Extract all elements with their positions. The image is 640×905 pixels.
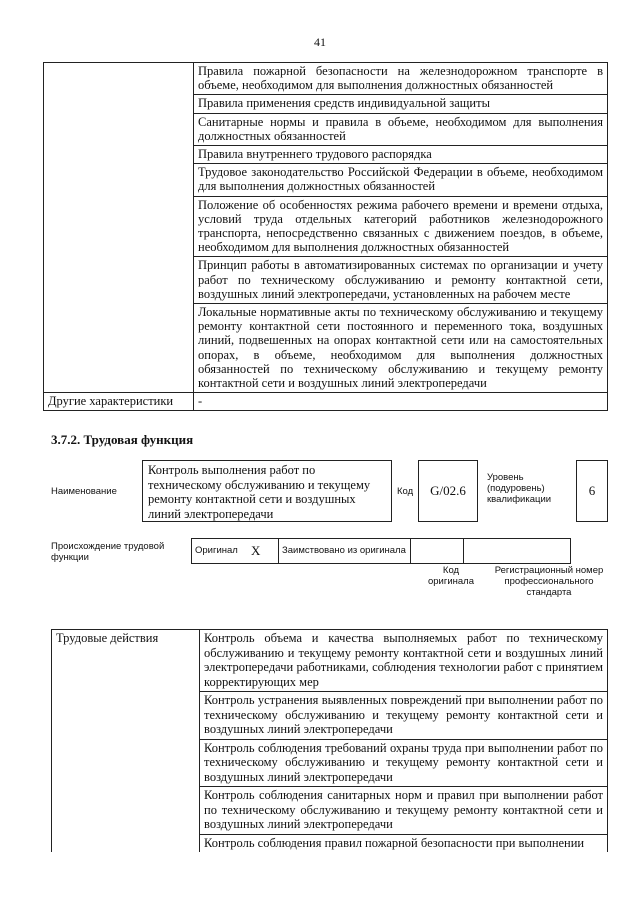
level-label: Уровень (подуровень) квалификации [487, 472, 552, 505]
requirement-item: Принцип работы в автоматизированных системах по организации и учету работ по техническому обслуживанию и ремонту контактной сети, воздушных линий электропередачи, установленных на рабочем месте [194, 257, 608, 304]
original-code-cell [411, 539, 464, 564]
function-name-box: Контроль выполнения работ по техническому обслуживанию и текущему ремонту контактной сети и воздушных линий электропередачи [142, 460, 392, 522]
action-item: Контроль соблюдения санитарных норм и правил при выполнении работ по техническому обслуживанию и текущему ремонту контактной сети и воздушных линий электропередачи [200, 787, 608, 835]
page-number: 41 [314, 35, 326, 49]
action-item: Контроль соблюдения требований охраны труда при выполнении работ по техническому обслуживанию и текущему ремонту контактной сети и воздушных линий электропередачи [200, 739, 608, 787]
borrowed-label: Заимствовано из оригинала [279, 539, 411, 564]
requirement-item: Правила пожарной безопасности на железнодорожном транспорте в объеме, необходимом для выполнения должностных обязанностей [194, 63, 608, 95]
requirement-item: Правила внутреннего трудового распорядка [194, 146, 608, 164]
level-value-box: 6 [576, 460, 608, 522]
requirement-item: Локальные нормативные акты по техническому обслуживанию и текущему ремонту контактной сети постоянного и переменного тока, воздушных линий, подвешенных на опорах контактной сети или на самостоятельных опорах, в объеме, необходимом для выполнения должностных обязанностей по техническому обслуживанию и текущему ремонту контактной сети и воздушных линий электропередачи [194, 304, 608, 393]
origin-label: Происхождение трудовой функции [51, 541, 165, 563]
table-row [192, 539, 571, 564]
requirement-item: Санитарные нормы и правила в объеме, необходимом для выполнения должностных обязанностей [194, 113, 608, 145]
origin-table [191, 538, 571, 564]
labor-actions-label: Трудовые действия [52, 630, 200, 853]
action-item: Контроль объема и качества выполняемых работ по техническому обслуживанию и текущему ремонту контактной сети и воздушных линий электропередачи работниками, соблюдения технологии работ с принятием корректирующих мер [200, 630, 608, 692]
registration-number-caption: Регистрационный номер профессионального стандарта [494, 565, 604, 598]
requirements-table [43, 62, 608, 411]
requirement-item: Положение об особенностях режима рабочего времени и времени отдыха, условий труда отдельных категорий работников железнодорожного транспорта, непосредственно связанных с движением поездов, в объеме, необходимом для выполнения должностных обязанностей [194, 196, 608, 257]
original-label: Оригинал [192, 539, 249, 564]
labor-actions-table [51, 629, 608, 852]
other-characteristics-label: Другие характеристики [44, 393, 194, 411]
registration-number-cell [464, 539, 571, 564]
function-code-box: G/02.6 [418, 460, 478, 522]
table-row [44, 393, 608, 411]
other-characteristics-value: - [194, 393, 608, 411]
section-title: 3.7.2. Трудовая функция [51, 432, 194, 447]
action-item: Контроль устранения выявленных повреждений при выполнении работ по техническому обслуживанию и текущему ремонту контактной сети и воздушных линий электропередачи [200, 692, 608, 740]
table-row [44, 63, 608, 95]
requirement-item: Трудовое законодательство Российской Федерации в объеме, необходимом для выполнения должностных обязанностей [194, 164, 608, 196]
code-label: Код [397, 486, 414, 497]
name-label: Наименование [51, 486, 117, 497]
row-label-cell [44, 63, 194, 393]
table-row [52, 630, 608, 692]
code-original-caption: Код оригинала [427, 565, 474, 587]
requirement-item: Правила применения средств индивидуальной защиты [194, 95, 608, 113]
action-item: Контроль соблюдения правил пожарной безопасности при выполнении [200, 834, 608, 852]
original-mark: X [248, 539, 279, 564]
